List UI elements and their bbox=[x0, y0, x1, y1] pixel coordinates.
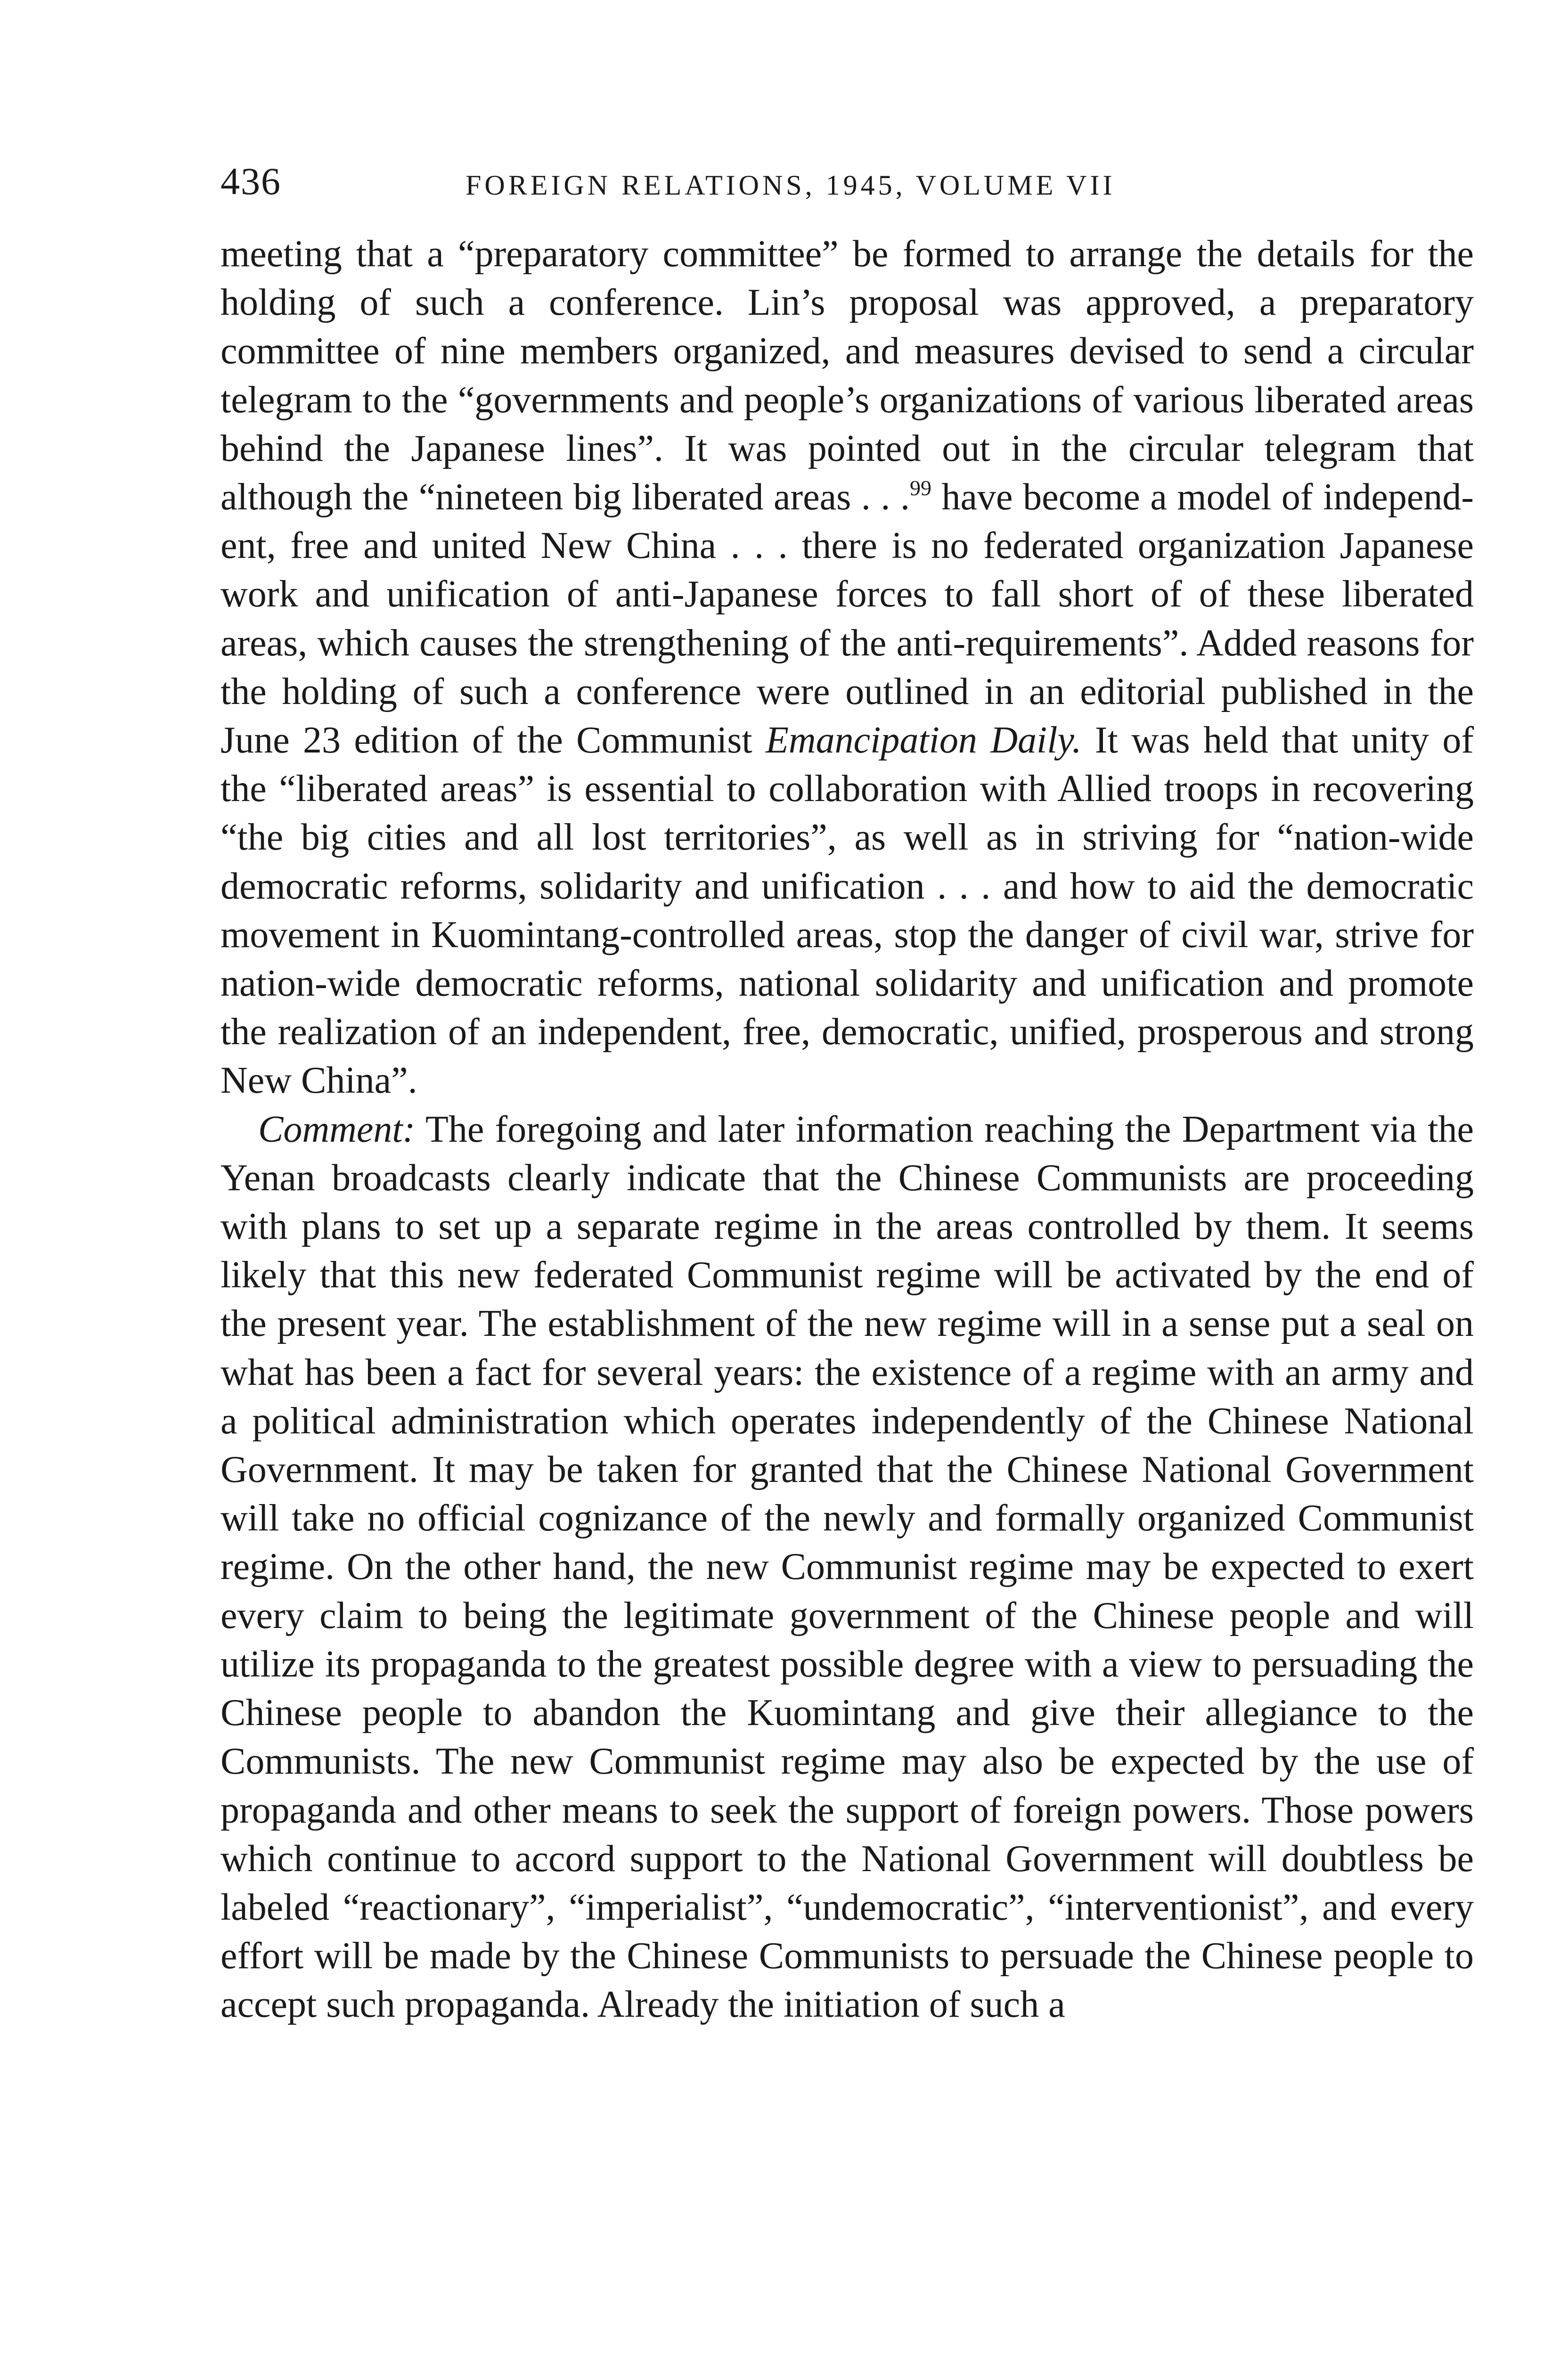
page-header bbox=[220, 155, 1474, 207]
paragraph-1-text-c: It was held that unity of the “liberated areas” is essential to collaboration with Allied troops in recovering “the big cities and all lost territories”, as well as in striving for “nation-wide democratic reforms, solidarity and unification . . . and how to aid the democratic movement in Kuomintang-controlled areas, stop the danger of civil war, strive for nation-wide democratic reforms, national solidarity and unification and promote the realization of an independent, free, democratic, unified, prosperous and strong New China”. bbox=[220, 720, 1474, 1102]
publication-title: Emancipation Daily. bbox=[765, 720, 1082, 761]
footnote-reference: 99 bbox=[909, 476, 931, 500]
paragraph-2-text: The foregoing and later information reaching the Department via the Yenan broadcasts clearly indicate that the Chinese Communists are proceeding with plans to set up a separate regime in the areas controlled by them. It seems likely that this new federated Communist regime will be activated by the end of the present year. The establishment of the new regime will in a sense put a seal on what has been a fact for several years: the existence of a regime with an army and a political administration which operates independently of the Chinese National Government. It may be taken for granted that the Chinese National Government will take no official cognizance of the newly and formally organized Communist regime. On the other hand, the new Communist regime may be expected to exert every claim to being the legitimate government of the Chinese people and will utilize its propaganda to the greatest possible degree with a view to persuading the Chinese people to abandon the Kuomintang and give their allegiance to the Communists. The new Communist regime may also be expected by the use of propaganda and other means to seek the support of foreign powers. Those powers which continue to accord support to the National Government will doubtless be labeled “reactionary”, “imperialist”, “undemocratic”, “interventionist”, and every effort will be made by the Chinese Communists to persuade the Chinese people to accept such propaganda. Already the initiation of such a bbox=[220, 1108, 1474, 2026]
body-text bbox=[220, 230, 1474, 2029]
paragraph-1-text-b: have become a model of independent, free and united New China . . . there is no federated organization Japanese work and unification of anti-Japanese forces to fall short of of these liberated areas, which causes the strengthening of the anti-requirements”. Added reasons for the holding of such a conference were outlined in an editorial published in the June 23 edition of the Communist bbox=[220, 476, 1474, 761]
paragraph-1 bbox=[220, 230, 1474, 1105]
page-number: 436 bbox=[220, 160, 281, 203]
paragraph-2 bbox=[220, 1105, 1474, 2029]
paragraph-1-text-a: meeting that a “preparatory committee” be formed to arrange the details for the holding of such a conference. Lin’s proposal was approved, a preparatory committee of nine members organized, and measures devised to send a circular telegram to the “governments and people’s organizations of various liberated areas behind the Japanese lines”. It was pointed out in the circular telegram that although the “nineteen big liberated areas . . . bbox=[220, 233, 1474, 518]
comment-label: Comment: bbox=[258, 1108, 416, 1150]
running-head: FOREIGN RELATIONS, 1945, VOLUME VII bbox=[466, 170, 1116, 201]
